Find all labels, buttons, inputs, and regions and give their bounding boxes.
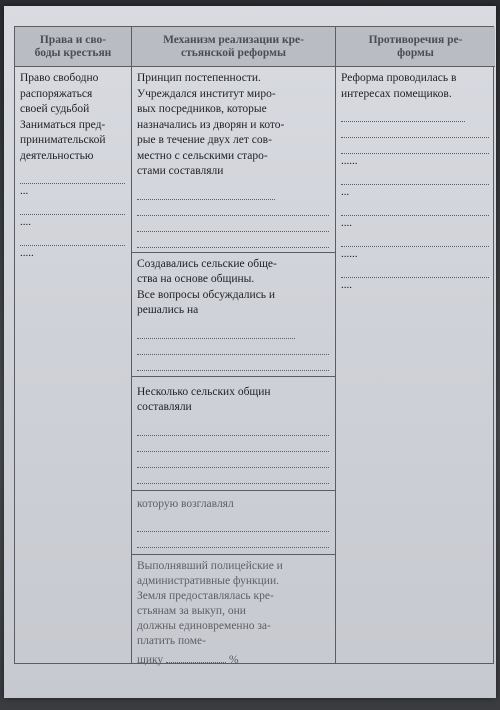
mechanism-block-2 [132, 253, 335, 323]
text-line: Земля предоставлялась кре- [137, 590, 274, 602]
fill-in-line[interactable] [137, 232, 329, 248]
fill-in-line[interactable] [137, 323, 295, 339]
fill-in-line[interactable] [137, 468, 329, 484]
fill-in-line[interactable] [20, 230, 125, 246]
text-line: Принцип постепенности. [137, 72, 261, 84]
header-peasant-rights [15, 27, 131, 67]
text-line: платить поме- [137, 635, 206, 647]
filler-dots: ...... [341, 155, 358, 167]
peasant-rights-text [15, 67, 131, 168]
text-line: Реформа проводилась в [341, 72, 457, 84]
header-text: Противоречия ре- формы [368, 33, 463, 59]
fill-in-line[interactable] [137, 355, 329, 371]
text-line: Несколько сельских общин [137, 385, 271, 398]
text-line: административные функции. [137, 575, 279, 587]
fill-in-line[interactable] [137, 184, 275, 200]
fill-in-line[interactable] [20, 168, 125, 184]
filler-dots: ...... [341, 248, 358, 260]
text-line: Учреждался институт миро- [137, 87, 276, 100]
column-contradictions [336, 27, 495, 663]
text-line: назначались из дворян и кото- [137, 118, 285, 131]
text-line: ства на основе общины. [137, 273, 255, 285]
text-line: интересах помещиков. [341, 87, 452, 100]
text-line [137, 649, 330, 668]
fill-in-blank[interactable] [166, 649, 226, 663]
filler-dots: .... [341, 279, 352, 291]
reform-table [14, 26, 494, 664]
text-line: принимательской [20, 134, 106, 146]
mechanism-block-3 [132, 377, 335, 420]
worksheet-page [4, 6, 496, 698]
mechanism-block-5 [132, 555, 335, 672]
fill-in-line[interactable] [137, 436, 329, 452]
text-line: стами составляли [137, 165, 224, 177]
text-line: местно с сельскими старо- [137, 149, 268, 162]
header-reform-mechanism [132, 27, 335, 67]
fill-in-line[interactable] [137, 516, 329, 532]
text-line: вых посредников, которые [137, 103, 267, 115]
fill-in-line[interactable] [137, 200, 329, 216]
fill-in-line[interactable] [137, 532, 329, 548]
mechanism-block-4 [132, 491, 335, 517]
text-line: решались на [137, 304, 199, 316]
header-text: Права и сво- боды крестьян [34, 33, 112, 59]
fill-in-line[interactable] [341, 200, 489, 216]
fill-in-line[interactable] [341, 169, 489, 185]
fill-in-line[interactable] [341, 122, 489, 138]
fill-in-line[interactable] [137, 216, 329, 232]
text-line: должны единовременно за- [137, 620, 271, 632]
fill-in-line[interactable] [341, 106, 465, 122]
fill-in-line[interactable] [137, 420, 329, 436]
fill-in-line[interactable] [341, 262, 489, 278]
text-line: деятельностью [20, 149, 94, 162]
filler-dots: ... [20, 185, 29, 197]
filler-dots: ..... [20, 247, 34, 259]
text-line: рые в течение двух лет сов- [137, 134, 272, 146]
filler-dots: .... [20, 216, 31, 228]
header-text: Механизм реализации кре- стьянской реформы [163, 33, 304, 59]
fill-in-line[interactable] [20, 199, 125, 215]
text-line: составляли [137, 401, 192, 413]
column-reform-mechanism [132, 27, 336, 666]
filler-dots: .... [341, 217, 352, 229]
mechanism-block-1 [132, 67, 335, 184]
percent-sign: % [228, 654, 239, 666]
header-contradictions [336, 27, 495, 67]
filler-dots: ... [341, 186, 350, 198]
fill-in-line[interactable] [341, 138, 489, 154]
text-line: Все вопросы обсуждались и [137, 288, 276, 301]
text-line: которую возглавлял [137, 497, 234, 510]
fill-in-line[interactable] [137, 339, 329, 355]
text-line: Создавались сельские обще- [137, 257, 277, 270]
fill-in-line[interactable] [137, 452, 329, 468]
text-line: стьянам за выкуп, они [137, 605, 246, 617]
text-fragment: щику [137, 654, 164, 666]
text-line: Право свободно [20, 72, 99, 84]
fill-in-line[interactable] [341, 231, 489, 247]
text-line: распоряжаться [20, 87, 93, 100]
text-line: Заниматься пред- [20, 118, 106, 131]
text-line: Выполнявший полицейские и [137, 560, 283, 572]
contradictions-text [336, 67, 495, 106]
text-line: своей судьбой [20, 103, 90, 115]
column-peasant-rights [15, 27, 132, 663]
